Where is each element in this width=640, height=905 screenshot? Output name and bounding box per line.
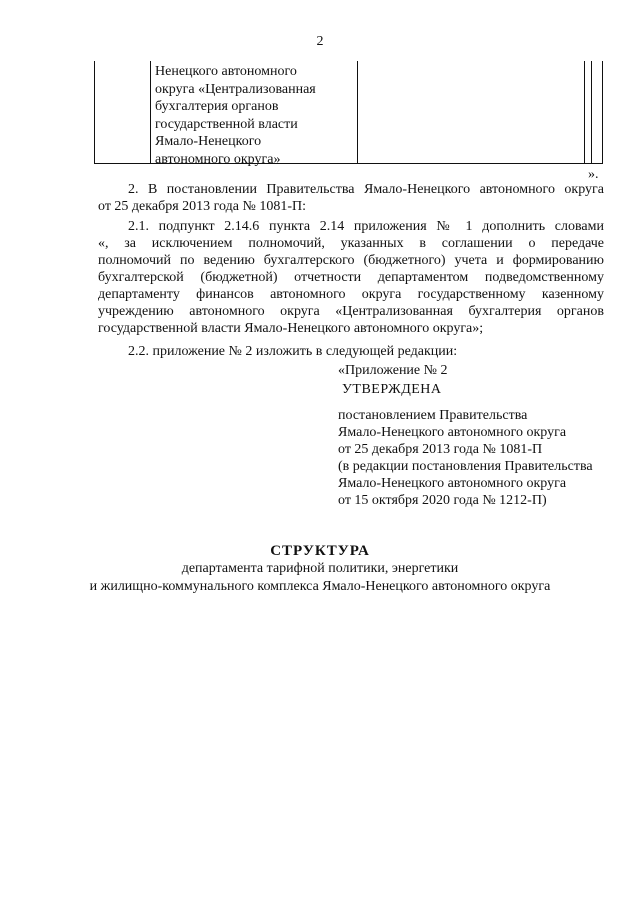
table-column-divider: [357, 61, 358, 163]
closing-quote: ».: [588, 167, 599, 182]
table-column-divider: [150, 61, 151, 163]
approval-line: Ямало-Ненецкого автономного округа: [338, 425, 567, 440]
appendix-label: «Приложение № 2: [338, 363, 448, 378]
approval-details: [338, 407, 618, 509]
paragraph-line: полномочий по ведению бухгалтерского (бюджетного) учета и формированию: [98, 253, 604, 268]
cell-line: бухгалтерия органов: [155, 99, 279, 115]
table-cell-organization: [155, 63, 350, 169]
structure-heading: [0, 542, 640, 596]
paragraph-2-1: [98, 218, 604, 337]
page-number: 2: [316, 34, 324, 49]
approval-line: постановлением Правительства: [338, 408, 528, 423]
appendix-header: [338, 362, 618, 398]
approval-line: от 15 октября 2020 года № 1212-П): [338, 493, 547, 508]
paragraph-2-2: 2.2. приложение № 2 изложить в следующей редакции:: [128, 344, 458, 359]
structure-title: СТРУКТУРА: [270, 543, 370, 559]
paragraph-line: 2.1. подпункт 2.14.6 пункта 2.14 приложения № 1 дополнить словами: [128, 219, 604, 234]
cell-line: Ямало-Ненецкого: [155, 134, 262, 150]
paragraph-2: [98, 181, 604, 215]
paragraph-line: государственной власти Ямало-Ненецкого автономного округа»;: [98, 321, 484, 336]
table-fragment: [94, 61, 603, 167]
approval-line: от 25 декабря 2013 года № 1081-П: [338, 442, 543, 457]
structure-subtitle-line: департамента тарифной политики, энергетики: [181, 561, 459, 576]
cell-line: автономного округа»: [155, 151, 281, 167]
paragraph-line: бухгалтерской (бюджетной) отчетности департаментом подведомственному: [98, 270, 604, 285]
paragraph-line: учреждению автономного округа «Централизованная бухгалтерия органов: [98, 304, 604, 319]
cell-line: округа «Централизованная: [155, 81, 316, 97]
table-column-divider: [591, 61, 592, 163]
paragraph-line: от 25 декабря 2013 года № 1081-П:: [98, 199, 306, 214]
paragraph-line: департаменту финансов автономного округа государственному казенному: [98, 287, 604, 302]
approved-stamp: УТВЕРЖДЕНА: [342, 382, 442, 397]
approval-line: (в редакции постановления Правительства: [338, 459, 593, 474]
paragraph-line: 2. В постановлении Правительства Ямало-Ненецкого автономного округа: [128, 182, 604, 197]
cell-line: Ненецкого автономного: [155, 64, 297, 79]
paragraph-line: «, за исключением полномочий, указанных в соглашении о передаче: [98, 236, 604, 251]
table-column-divider: [584, 61, 585, 163]
approval-line: Ямало-Ненецкого автономного округа: [338, 476, 567, 491]
structure-subtitle-line: и жилищно-коммунального комплекса Ямало-Ненецкого автономного округа: [89, 579, 551, 594]
cell-line: государственной власти: [155, 116, 298, 132]
